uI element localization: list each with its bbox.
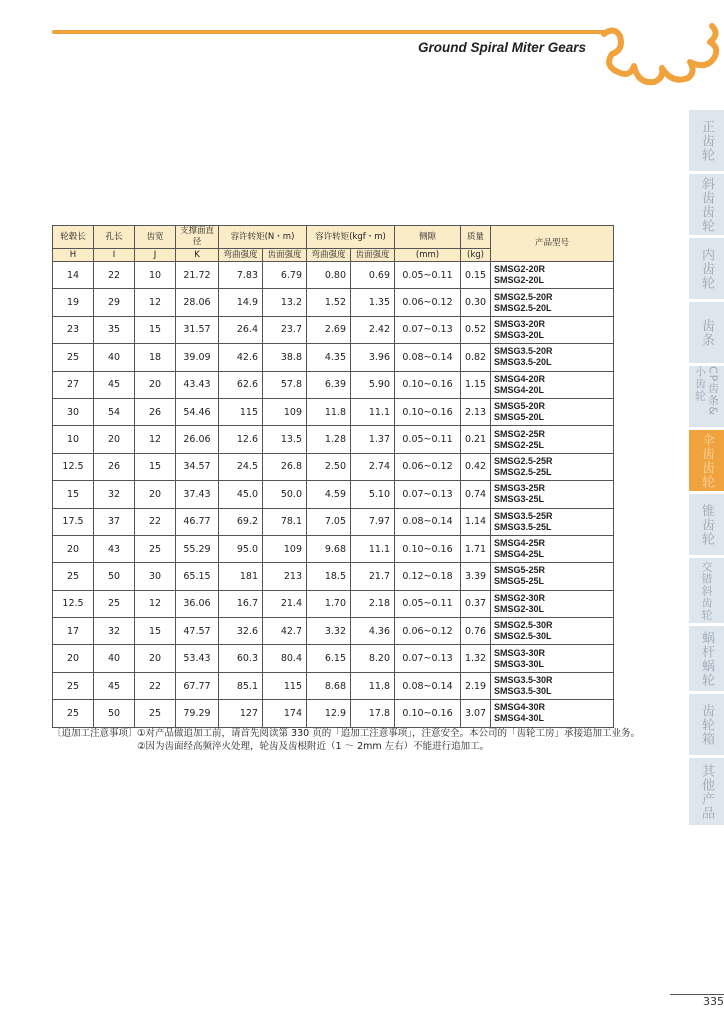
model-left-hand: SMSG2.5-30L [494,631,552,642]
cell-mount-dia: 43.43 [176,371,219,398]
cell-bending-kgf: 1.28 [307,426,351,453]
cell-mount-dia: 55.29 [176,535,219,562]
table-row [53,316,614,343]
cell-mount-dia: 34.57 [176,453,219,480]
model-left-hand: SMSG4-30L [494,713,545,724]
cell-backlash: 0.10~0.16 [395,535,461,562]
cell-hub-length: 20 [53,645,94,672]
unit-weight: (kg) [461,249,491,262]
cell-bore-length: 45 [94,371,135,398]
sym-k: K [176,249,219,262]
cell-weight: 2.13 [461,398,491,425]
cell-mount-dia: 28.06 [176,289,219,316]
cell-weight: 2.19 [461,672,491,699]
cell-weight: 0.15 [461,262,491,289]
cell-model [491,481,614,508]
tab-category-0[interactable] [689,110,724,171]
tab-category-6[interactable] [689,494,724,555]
tab-label: 锥齿轮 [699,503,714,546]
cell-hub-length: 25 [53,700,94,727]
tab-label: 蜗杆蜗轮 [699,630,714,687]
cell-mount-dia: 37.43 [176,481,219,508]
cell-model [491,344,614,371]
cell-bending-kgf: 3.32 [307,618,351,645]
cell-model [491,645,614,672]
model-left-hand: SMSG3.5-25L [494,521,552,532]
sub-bending-kgf: 弯曲强度 [307,249,351,262]
cell-bending-nm: 24.5 [219,453,263,480]
cell-weight: 0.52 [461,316,491,343]
cell-bore-length: 29 [94,289,135,316]
cell-hub-length: 17 [53,618,94,645]
spec-table [52,225,614,728]
cell-mount-dia: 46.77 [176,508,219,535]
cell-surface-kgf: 11.1 [351,398,395,425]
cell-bending-nm: 85.1 [219,672,263,699]
cell-surface-kgf: 5.10 [351,481,395,508]
cell-face-width: 12 [135,289,176,316]
col-face-width: 齿宽 [135,226,176,249]
table-row [53,618,614,645]
col-backlash: 侧隙 [395,226,461,249]
cell-face-width: 20 [135,481,176,508]
cell-model [491,262,614,289]
cell-bending-kgf: 6.39 [307,371,351,398]
cell-surface-kgf: 2.42 [351,316,395,343]
cell-bore-length: 40 [94,645,135,672]
cell-mount-dia: 39.09 [176,344,219,371]
model-right-hand: SMSG5-20R [494,401,546,412]
cell-backlash: 0.07~0.13 [395,645,461,672]
model-right-hand: SMSG2-20R [494,264,546,275]
cell-bending-kgf: 1.70 [307,590,351,617]
cell-model [491,618,614,645]
cell-weight: 3.07 [461,700,491,727]
cell-hub-length: 20 [53,535,94,562]
cell-bending-nm: 60.3 [219,645,263,672]
cell-mount-dia: 67.77 [176,672,219,699]
cell-bore-length: 50 [94,563,135,590]
cell-surface-kgf: 8.20 [351,645,395,672]
page-title: Ground Spiral Miter Gears [417,40,586,55]
sub-surface-kgf: 齿面强度 [351,249,395,262]
model-left-hand: SMSG4-25L [494,549,545,560]
cell-model [491,535,614,562]
cell-bending-kgf: 2.69 [307,316,351,343]
tab-label: 斜齿齿轮 [699,176,714,233]
cell-face-width: 12 [135,426,176,453]
model-right-hand: SMSG3-20R [494,318,546,329]
table-row [53,371,614,398]
cell-mount-dia: 79.29 [176,700,219,727]
cell-weight: 3.39 [461,563,491,590]
cell-face-width: 18 [135,344,176,371]
unit-backlash: (mm) [395,249,461,262]
col-torque-nm: 容许转矩(N・m) [219,226,307,249]
cell-backlash: 0.12~0.18 [395,563,461,590]
model-left-hand: SMSG3-20L [494,329,545,340]
cell-surface-nm: 13.5 [263,426,307,453]
cell-bending-nm: 45.0 [219,481,263,508]
tab-category-7[interactable] [689,558,724,623]
sym-i: I [94,249,135,262]
model-left-hand: SMSG4-20L [494,384,545,395]
cell-bore-length: 22 [94,262,135,289]
cell-backlash: 0.10~0.16 [395,700,461,727]
cell-surface-nm: 26.8 [263,453,307,480]
cell-hub-length: 17.5 [53,508,94,535]
tab-label: CP齿条&小齿轮 [693,366,720,416]
model-left-hand: SMSG2-30L [494,603,545,614]
cell-model [491,371,614,398]
cell-hub-length: 25 [53,672,94,699]
cell-surface-nm: 50.0 [263,481,307,508]
tab-label: 其他产品 [699,763,714,820]
cell-bore-length: 37 [94,508,135,535]
cell-bore-length: 25 [94,590,135,617]
cell-bending-nm: 42.6 [219,344,263,371]
notes-label: 〔追加工注意事项〕 [52,728,138,739]
sym-h: H [53,249,94,262]
cell-face-width: 12 [135,590,176,617]
cell-backlash: 0.08~0.14 [395,344,461,371]
sub-surface-nm: 齿面强度 [263,249,307,262]
cell-hub-length: 19 [53,289,94,316]
cell-surface-kgf: 17.8 [351,700,395,727]
model-left-hand: SMSG3-30L [494,658,545,669]
cell-surface-kgf: 4.36 [351,618,395,645]
model-right-hand: SMSG4-30R [494,702,546,713]
cell-surface-nm: 78.1 [263,508,307,535]
cell-surface-kgf: 21.7 [351,563,395,590]
cell-mount-dia: 65.15 [176,563,219,590]
cell-model [491,426,614,453]
cell-weight: 0.82 [461,344,491,371]
cell-surface-nm: 109 [263,535,307,562]
cell-bore-length: 40 [94,344,135,371]
cell-hub-length: 23 [53,316,94,343]
cell-face-width: 15 [135,316,176,343]
cell-bending-nm: 95.0 [219,535,263,562]
cell-bending-kgf: 7.05 [307,508,351,535]
table-row [53,453,614,480]
tab-category-10[interactable] [689,758,724,825]
cell-model [491,563,614,590]
cell-backlash: 0.05~0.11 [395,262,461,289]
model-left-hand: SMSG5-25L [494,576,545,587]
col-model: 产品型号 [491,226,614,262]
cell-mount-dia: 47.57 [176,618,219,645]
cell-backlash: 0.06~0.12 [395,289,461,316]
cell-surface-nm: 23.7 [263,316,307,343]
cell-bending-kgf: 1.52 [307,289,351,316]
header-rule [52,30,612,34]
model-right-hand: SMSG3.5-20R [494,346,553,357]
cell-backlash: 0.07~0.13 [395,316,461,343]
table-row [53,344,614,371]
page-number: 335 [670,994,724,1009]
model-left-hand: SMSG2.5-20L [494,302,552,313]
sub-bending-nm: 弯曲强度 [219,249,263,262]
cell-bending-nm: 181 [219,563,263,590]
col-mount-dia: 支撑面直径 [176,226,219,249]
cell-hub-length: 30 [53,398,94,425]
cell-face-width: 25 [135,535,176,562]
cell-bore-length: 32 [94,618,135,645]
col-weight: 质量 [461,226,491,249]
cell-surface-nm: 80.4 [263,645,307,672]
model-right-hand: SMSG3-30R [494,647,546,658]
model-left-hand: SMSG3.5-30L [494,686,552,697]
model-right-hand: SMSG2.5-30R [494,620,553,631]
cell-face-width: 22 [135,672,176,699]
model-right-hand: SMSG3.5-25R [494,510,553,521]
cell-bending-nm: 16.7 [219,590,263,617]
cell-surface-nm: 6.79 [263,262,307,289]
cell-bore-length: 26 [94,453,135,480]
table-row [53,481,614,508]
cell-surface-nm: 21.4 [263,590,307,617]
cell-bending-nm: 14.9 [219,289,263,316]
model-right-hand: SMSG5-25R [494,565,546,576]
cell-hub-length: 27 [53,371,94,398]
model-right-hand: SMSG4-25R [494,538,546,549]
cell-surface-nm: 174 [263,700,307,727]
cell-backlash: 0.07~0.13 [395,481,461,508]
cell-bending-kgf: 4.59 [307,481,351,508]
cell-backlash: 0.10~0.16 [395,398,461,425]
col-bore-length: 孔长 [94,226,135,249]
cell-face-width: 26 [135,398,176,425]
cell-backlash: 0.06~0.12 [395,453,461,480]
cell-bore-length: 32 [94,481,135,508]
cell-face-width: 22 [135,508,176,535]
cell-weight: 0.30 [461,289,491,316]
cell-weight: 0.21 [461,426,491,453]
tab-label: 交错斜齿轮 [700,560,713,621]
model-left-hand: SMSG3.5-20L [494,357,552,368]
cell-bending-kgf: 9.68 [307,535,351,562]
tab-label: 正齿轮 [699,119,714,162]
cell-surface-kgf: 2.18 [351,590,395,617]
col-hub-length: 轮毂长 [53,226,94,249]
cell-face-width: 10 [135,262,176,289]
model-right-hand: SMSG3.5-30R [494,675,553,686]
cell-model [491,398,614,425]
cell-bore-length: 54 [94,398,135,425]
tab-label: 齿条 [699,318,714,347]
cell-mount-dia: 26.06 [176,426,219,453]
cell-hub-length: 10 [53,426,94,453]
tab-category-3[interactable] [689,302,724,363]
cell-bending-nm: 26.4 [219,316,263,343]
cell-weight: 1.15 [461,371,491,398]
cell-face-width: 30 [135,563,176,590]
cell-backlash: 0.05~0.11 [395,426,461,453]
cell-bending-kgf: 18.5 [307,563,351,590]
table-row [53,426,614,453]
cell-surface-kgf: 1.35 [351,289,395,316]
cell-mount-dia: 21.72 [176,262,219,289]
table-row [53,398,614,425]
cell-hub-length: 12.5 [53,453,94,480]
cell-model [491,590,614,617]
table-row [53,590,614,617]
model-left-hand: SMSG2-25L [494,439,545,450]
cell-surface-nm: 13.2 [263,289,307,316]
cell-weight: 1.71 [461,535,491,562]
model-left-hand: SMSG3-25L [494,494,545,505]
note-line-1: ①对产品做追加工前，请首先阅读第 330 页的「追加工注意事项」，注意安全。本公司的「齿轮工房」承接追加工业务。 [137,728,640,739]
table-row [53,672,614,699]
sym-j: J [135,249,176,262]
cell-mount-dia: 36.06 [176,590,219,617]
cell-hub-length: 14 [53,262,94,289]
cell-bending-nm: 115 [219,398,263,425]
cell-hub-length: 25 [53,563,94,590]
cell-backlash: 0.08~0.14 [395,672,461,699]
cell-bending-kgf: 0.80 [307,262,351,289]
cell-model [491,289,614,316]
cell-bending-nm: 127 [219,700,263,727]
cell-bending-kgf: 4.35 [307,344,351,371]
cell-bending-kgf: 11.8 [307,398,351,425]
cell-surface-kgf: 7.97 [351,508,395,535]
table-row [53,535,614,562]
cell-model [491,453,614,480]
cell-weight: 0.76 [461,618,491,645]
table-row [53,700,614,727]
cell-mount-dia: 31.57 [176,316,219,343]
cell-bending-kgf: 2.50 [307,453,351,480]
cell-bore-length: 43 [94,535,135,562]
tab-category-5[interactable] [689,430,724,491]
model-right-hand: SMSG3-25R [494,483,546,494]
table-row [53,645,614,672]
cell-face-width: 25 [135,700,176,727]
cell-backlash: 0.10~0.16 [395,371,461,398]
tab-category-1[interactable] [689,174,724,235]
gear-decoration-icon [598,22,724,92]
cell-surface-nm: 213 [263,563,307,590]
table-row [53,289,614,316]
cell-model [491,508,614,535]
cell-bending-nm: 32.6 [219,618,263,645]
cell-bending-nm: 7.83 [219,262,263,289]
model-right-hand: SMSG2.5-20R [494,291,553,302]
cell-bending-nm: 62.6 [219,371,263,398]
cell-bore-length: 35 [94,316,135,343]
cell-weight: 0.42 [461,453,491,480]
cell-bore-length: 45 [94,672,135,699]
cell-face-width: 20 [135,645,176,672]
cell-bending-kgf: 6.15 [307,645,351,672]
model-left-hand: SMSG2.5-25L [494,466,552,477]
cell-hub-length: 25 [53,344,94,371]
cell-surface-kgf: 3.96 [351,344,395,371]
cell-surface-kgf: 5.90 [351,371,395,398]
table-row [53,563,614,590]
table-row [53,508,614,535]
cell-mount-dia: 54.46 [176,398,219,425]
model-right-hand: SMSG2-25R [494,428,546,439]
cell-face-width: 15 [135,618,176,645]
tab-label: 内齿轮 [699,247,714,290]
model-left-hand: SMSG2-20L [494,275,545,286]
cell-model [491,700,614,727]
cell-weight: 0.37 [461,590,491,617]
cell-bore-length: 20 [94,426,135,453]
cell-model [491,316,614,343]
tab-category-8[interactable] [689,626,724,691]
cell-surface-kgf: 11.1 [351,535,395,562]
cell-weight: 0.74 [461,481,491,508]
tab-label: 伞齿齿轮 [699,432,714,489]
table-row [53,262,614,289]
cell-bore-length: 50 [94,700,135,727]
cell-hub-length: 12.5 [53,590,94,617]
cell-surface-nm: 42.7 [263,618,307,645]
cell-surface-kgf: 2.74 [351,453,395,480]
tab-category-4[interactable] [689,366,724,427]
cell-bending-nm: 12.6 [219,426,263,453]
col-torque-kgf: 容许转矩(kgf・m) [307,226,395,249]
cell-bending-kgf: 12.9 [307,700,351,727]
note-line-2: ②因为齿面经高频淬火处理，轮齿及齿根附近（1 ～ 2mm 左右）不能进行追加工。 [137,741,490,752]
cell-surface-nm: 38.8 [263,344,307,371]
tab-category-2[interactable] [689,238,724,299]
model-right-hand: SMSG2-30R [494,592,546,603]
cell-face-width: 20 [135,371,176,398]
cell-bending-kgf: 8.68 [307,672,351,699]
cell-face-width: 15 [135,453,176,480]
cell-surface-nm: 109 [263,398,307,425]
cell-surface-nm: 57.8 [263,371,307,398]
cell-hub-length: 15 [53,481,94,508]
cell-backlash: 0.05~0.11 [395,590,461,617]
cell-weight: 1.14 [461,508,491,535]
cell-surface-kgf: 11.8 [351,672,395,699]
cell-backlash: 0.08~0.14 [395,508,461,535]
tab-label: 齿轮箱 [699,703,714,746]
cell-bending-nm: 69.2 [219,508,263,535]
cell-surface-nm: 115 [263,672,307,699]
tab-category-9[interactable] [689,694,724,755]
cell-mount-dia: 53.43 [176,645,219,672]
cell-backlash: 0.06~0.12 [395,618,461,645]
cell-weight: 1.32 [461,645,491,672]
model-left-hand: SMSG5-20L [494,412,545,423]
cell-model [491,672,614,699]
cell-surface-kgf: 1.37 [351,426,395,453]
model-right-hand: SMSG4-20R [494,373,546,384]
model-right-hand: SMSG2.5-25R [494,455,553,466]
cell-surface-kgf: 0.69 [351,262,395,289]
